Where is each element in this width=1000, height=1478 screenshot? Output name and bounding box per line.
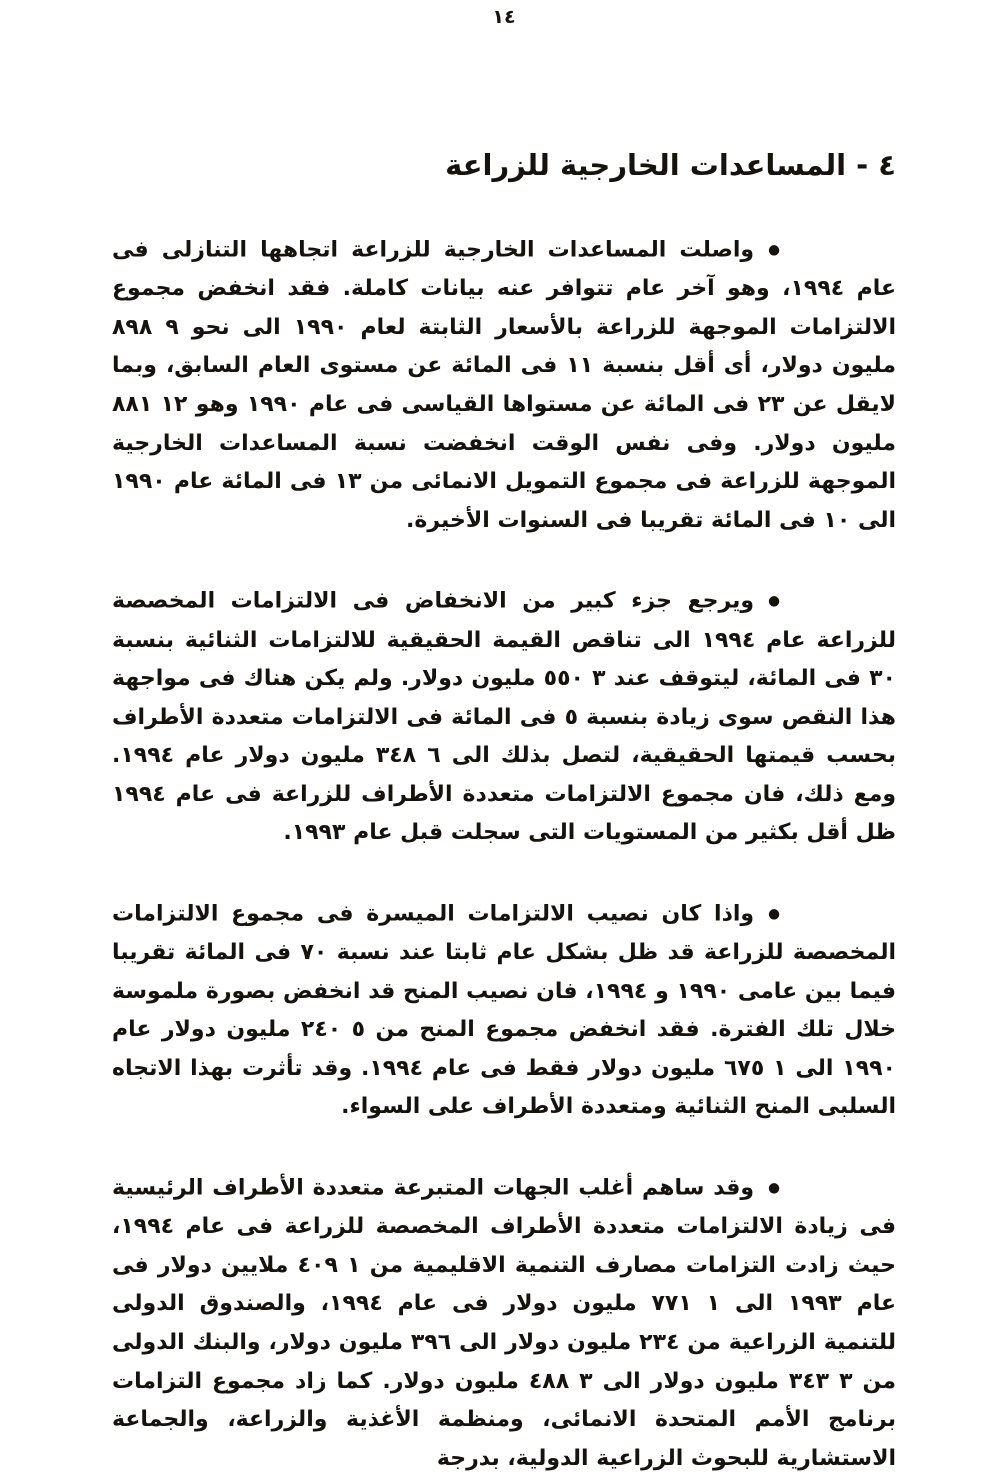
document-body [112, 231, 896, 1478]
paragraph-text: ويرجع جزء كبير من الانخفاض فى الالتزامات المخصصة للزراعة عام ١٩٩٤ الى تناقص القيمة الحقيقية للالتزامات الثنائية بنسبة ٣٠ فى المائة، ليتوقف عند ٣ ٥٥٠ مليون دولار. ولم يكن هناك فى مواجهة هذا النقص سوى زيادة بنسبة ٥ فى المائة فى الالتزامات متعددة الأطراف بحسب قيمتها الحقيقية، لتصل بذلك الى ٦ ٣٤٨ مليون دولار عام ١٩٩٤. ومع ذلك، فان مجموع الالتزامات متعددة الأطراف للزراعة فى عام ١٩٩٤ ظل أقل بكثير من المستويات التى سجلت قبل عام ١٩٩٣. [112, 588, 896, 846]
bullet-icon: ● [768, 1180, 780, 1197]
page-number: ١٤ [492, 6, 516, 28]
paragraph-text: واصلت المساعدات الخارجية للزراعة اتجاهها التنازلى فى عام ١٩٩٤، وهو آخر عام تتوافر عنه بيانات كاملة. فقد انخفض مجموع الالتزامات الموجهة للزراعة بالأسعار الثابتة لعام ١٩٩٠ الى نحو ٩ ٨٩٨ مليون دولار، أى أقل بنسبة ١١ فى المائة عن مستوى العام السابق، وبما لايقل عن ٢٣ فى المائة عن مستواها القياسى فى عام ١٩٩٠ وهو ١٢ ٨٨١ مليون دولار. وفى نفس الوقت انخفضت نسبة المساعدات الخارجية الموجهة للزراعة فى مجموع التمويل الانمائى من ١٣ فى المائة عام ١٩٩٠ الى ١٠ فى المائة تقريبا فى السنوات الأخيرة. [112, 237, 897, 533]
paragraph [112, 582, 896, 853]
paragraph-text: وقد ساهم أغلب الجهات المتبرعة متعددة الأطراف الرئيسية فى زيادة الالتزامات متعددة الأطراف المخصصة للزراعة فى عام ١٩٩٤، حيث زادت التزامات مصارف التنمية الاقليمية من ١ ٤٠٩ ملايين دولار فى عام ١٩٩٣ الى ١ ٧٧١ مليون دولار فى عام ١٩٩٤، والصندوق الدولى للتنمية الزراعية من ٢٣٤ مليون دولار الى ٣٩٦ مليون دولار، والبنك الدولى من ٣ ٣٤٣ مليون دولار الى ٣ ٤٨٨ مليون دولار. كما زاد مجموع التزامات برنامج الأمم المتحدة الانمائى، ومنظمة الأغذية والزراعة، والجماعة الاستشارية للبحوث الزراعية الدولية، بدرجة [112, 1175, 896, 1471]
bullet-icon: ● [768, 906, 780, 923]
bullet-icon: ● [768, 242, 780, 259]
section-heading: ٤ - المساعدات الخارجية للزراعة [445, 148, 896, 182]
paragraph [112, 231, 896, 540]
paragraph [112, 895, 896, 1127]
paragraph-text: واذا كان نصيب الالتزامات الميسرة فى مجموع الالتزامات المخصصة للزراعة قد ظل بشكل عام ثابتا عند نسبة ٧٠ فى المائة تقريبا فيما بين عامى ١٩٩٠ و ١٩٩٤، فان نصيب المنح قد انخفض بصورة ملموسة خلال تلك الفترة. فقد انخفض مجموع المنح من ٥ ٢٤٠ مليون دولار عام ١٩٩٠ الى ١ ٦٧٥ مليون دولار فقط فى عام ١٩٩٤. وقد تأثرت بهذا الاتجاه السلبى المنح الثنائية ومتعددة الأطراف على السواء. [112, 901, 896, 1120]
paragraph [112, 1169, 896, 1478]
bullet-icon: ● [768, 593, 780, 610]
